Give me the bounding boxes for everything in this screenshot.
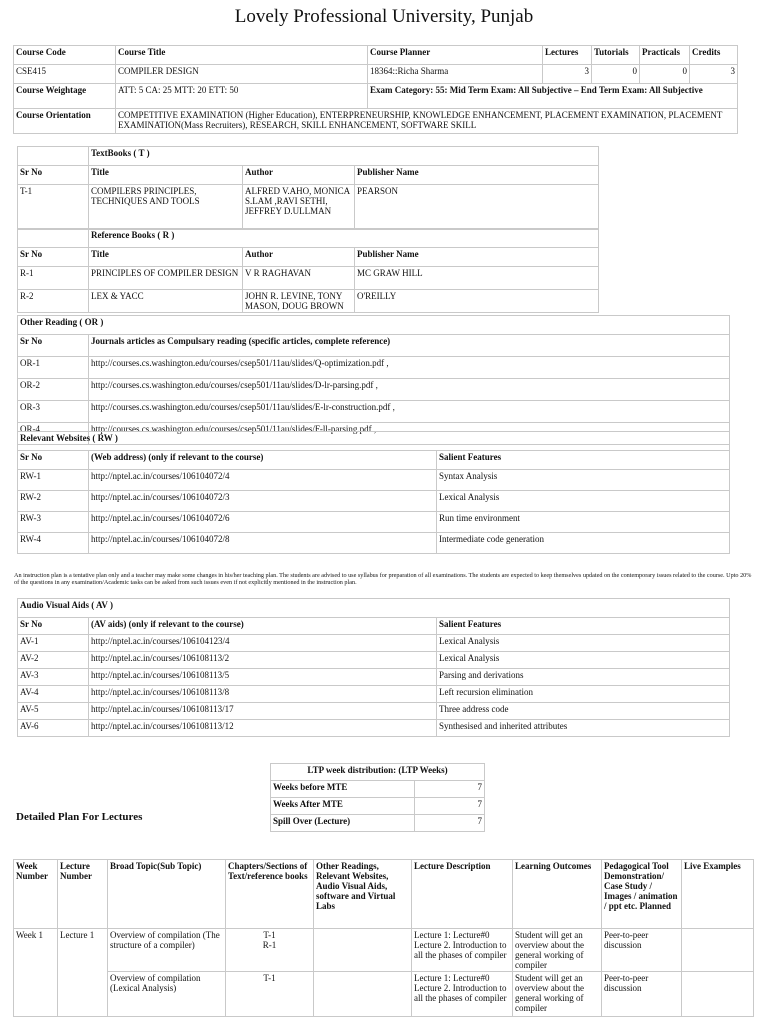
label-course-weightage: Course Weightage [14, 84, 116, 109]
broad-topic: Overview of compilation (The structure of a compiler) [108, 929, 226, 972]
table-row [18, 491, 730, 512]
table-row [18, 635, 730, 652]
website-link: http://nptel.ac.in/courses/106104072/3 [89, 491, 437, 512]
ltp-heading: LTP week distribution: (LTP Weeks) [271, 764, 485, 781]
col-learning-outcomes: Learning Outcomes [513, 860, 602, 929]
reading-link: http://courses.cs.washington.edu/courses/csep501/11au/slides/E-lr-construction.pdf , [89, 401, 730, 423]
cell-author: ALFRED V.AHO, MONICA S.LAM ,RAVI SETHI, JEFFREY D.ULLMAN [243, 185, 355, 230]
cell-feature: Lexical Analysis [437, 491, 730, 512]
table-row [271, 781, 485, 798]
cell-publisher: O'REILLY [355, 290, 599, 313]
cell-sr-no: OR-3 [18, 401, 89, 423]
label-course-code: Course Code [14, 46, 116, 65]
ltp-label: Weeks After MTE [271, 798, 415, 815]
textbooks-heading: TextBooks ( T ) [89, 147, 599, 166]
col-salient-features: Salient Features [437, 451, 730, 470]
table-row [271, 815, 485, 832]
label-tutorials: Tutorials [592, 46, 640, 65]
col-title: Title [89, 166, 243, 185]
cell-sr-no: OR-1 [18, 357, 89, 379]
cell-feature: Intermediate code generation [437, 533, 730, 554]
col-publisher: Publisher Name [355, 248, 599, 267]
practicals-count: 0 [640, 65, 690, 84]
col-author: Author [243, 248, 355, 267]
label-lectures: Lectures [543, 46, 592, 65]
table-row [18, 669, 730, 686]
col-av-aids: (AV aids) (only if relevant to the course) [89, 618, 437, 635]
av-link: http://nptel.ac.in/courses/106108113/12 [89, 720, 437, 737]
cell-author: JOHN R. LEVINE, TONY MASON, DOUG BROWN [243, 290, 355, 313]
cell-feature: Lexical Analysis [437, 635, 730, 652]
table-row [18, 512, 730, 533]
cell-sr-no: AV-3 [18, 669, 89, 686]
cell-sr-no: RW-4 [18, 533, 89, 554]
av-link: http://nptel.ac.in/courses/106108113/2 [89, 652, 437, 669]
cell-author: V R RAGHAVAN [243, 267, 355, 290]
chapter-ref: R-1 [262, 940, 277, 950]
label-course-title: Course Title [116, 46, 368, 65]
learning-outcomes: Student will get an overview about the general working of compiler [513, 972, 602, 1017]
cell-feature: Lexical Analysis [437, 652, 730, 669]
cell-feature: Parsing and derivations [437, 669, 730, 686]
learning-outcomes: Student will get an overview about the general working of compiler [513, 929, 602, 972]
lecture-description: Lecture 1: Lecture#0 Lecture 2. Introduction to all the phases of compiler [412, 972, 513, 1017]
reading-link: http://courses.cs.washington.edu/courses/csep501/11au/slides/F-ll-parsing.pdf , [89, 423, 730, 445]
cell-publisher: MC GRAW HILL [355, 267, 599, 290]
table-row [18, 470, 730, 491]
course-planner: 18364::Richa Sharma [368, 65, 543, 84]
ltp-label: Weeks before MTE [271, 781, 415, 798]
col-live-examples: Live Examples [682, 860, 754, 929]
reference-books-table [17, 228, 599, 313]
table-row [271, 798, 485, 815]
cell-publisher: PEARSON [355, 185, 599, 230]
pedagogical-tool: Peer-to-peer discussion [602, 929, 682, 972]
col-author: Author [243, 166, 355, 185]
textbooks-table [17, 146, 599, 230]
label-course-orientation: Course Orientation [14, 109, 116, 134]
col-other-readings: Other Readings, Relevant Websites, Audio Visual Aids, software and Virtual Labs [314, 860, 412, 929]
col-salient-features: Salient Features [437, 618, 730, 635]
cell-sr-no: OR-2 [18, 379, 89, 401]
av-link: http://nptel.ac.in/courses/106108113/5 [89, 669, 437, 686]
cell-sr-no: AV-1 [18, 635, 89, 652]
table-row [18, 686, 730, 703]
cell-sr-no: AV-2 [18, 652, 89, 669]
reference-books-heading: Reference Books ( R ) [89, 229, 599, 248]
col-broad-topic: Broad Topic(Sub Topic) [108, 860, 226, 929]
table-row [18, 401, 730, 423]
website-link: http://nptel.ac.in/courses/106104072/8 [89, 533, 437, 554]
cell-sr-no: R-1 [18, 267, 89, 290]
col-title: Title [89, 248, 243, 267]
label-course-planner: Course Planner [368, 46, 543, 65]
tutorials-count: 0 [592, 65, 640, 84]
cell-feature: Left recursion elimination [437, 686, 730, 703]
table-row [14, 929, 754, 972]
other-reading-heading: Other Reading ( OR ) [18, 316, 730, 335]
course-orientation: COMPETITIVE EXAMINATION (Higher Education), ENTERPRENEURSHIP, KNOWLEDGE ENHANCEMENT, PLACEMENT EXAMINATION, PLACEMENT EXAMINATION(Mass Recruiters), RESEARCH, SKILL ENHANCEMENT, SOFTWARE SKILL [116, 109, 738, 134]
table-row [18, 703, 730, 720]
cell-sr-no: RW-2 [18, 491, 89, 512]
course-weightage: ATT: 5 CA: 25 MTT: 20 ETT: 50 [116, 84, 368, 109]
lectures-count: 3 [543, 65, 592, 84]
broad-topic: Overview of compilation (Lexical Analysis) [108, 972, 226, 1017]
course-title: COMPILER DESIGN [116, 65, 368, 84]
lecture-number: Lecture 1 [58, 929, 108, 1017]
cell-sr-no: AV-4 [18, 686, 89, 703]
ltp-label: Spill Over (Lecture) [271, 815, 415, 832]
chapter-ref: T-1 [263, 930, 276, 940]
cell-sr-no: RW-3 [18, 512, 89, 533]
page-title: Lovely Professional University, Punjab [234, 6, 534, 27]
cell-title: LEX & YACC [89, 290, 243, 313]
col-web-address: (Web address) (only if relevant to the course) [89, 451, 437, 470]
cell-sr-no: OR-4 [18, 423, 89, 445]
cell-sr-no: T-1 [18, 185, 89, 230]
table-row [14, 972, 754, 1017]
course-header-table [13, 45, 738, 134]
detailed-plan-table [13, 859, 754, 1017]
cell-sr-no: RW-1 [18, 470, 89, 491]
col-sr-no: Sr No [18, 166, 89, 185]
table-row [18, 379, 730, 401]
cell-sr-no: AV-5 [18, 703, 89, 720]
detailed-plan-heading: Detailed Plan For Lectures [16, 811, 143, 823]
cell-title: PRINCIPLES OF COMPILER DESIGN [89, 267, 243, 290]
col-lecture-description: Lecture Description [412, 860, 513, 929]
av-link: http://nptel.ac.in/courses/106108113/8 [89, 686, 437, 703]
cell-title: COMPILERS PRINCIPLES, TECHNIQUES AND TOOLS [89, 185, 243, 230]
col-sr-no: Sr No [18, 618, 89, 635]
av-link: http://nptel.ac.in/courses/106108113/17 [89, 703, 437, 720]
col-sr-no: Sr No [18, 335, 89, 357]
ltp-value: 7 [415, 815, 485, 832]
col-pedagogical-tool: Pedagogical Tool Demonstration/ Case Study / Images / animation / ppt etc. Planned [602, 860, 682, 929]
label-practicals: Practicals [640, 46, 690, 65]
table-row [18, 267, 599, 290]
ltp-value: 7 [415, 798, 485, 815]
website-link: http://nptel.ac.in/courses/106104072/6 [89, 512, 437, 533]
pedagogical-tool: Peer-to-peer discussion [602, 972, 682, 1017]
audio-visual-heading: Audio Visual Aids ( AV ) [18, 599, 730, 618]
reading-link: http://courses.cs.washington.edu/courses/csep501/11au/slides/Q-optimization.pdf , [89, 357, 730, 379]
exam-category: Exam Category: 55: Mid Term Exam: All Subjective – End Term Exam: All Subjective [368, 84, 738, 109]
cell-feature: Run time environment [437, 512, 730, 533]
course-code: CSE415 [14, 65, 116, 84]
col-week-number: Week Number [14, 860, 58, 929]
chapter-ref: T-1 [263, 973, 276, 983]
col-sr-no: Sr No [18, 248, 89, 267]
col-sr-no: Sr No [18, 451, 89, 470]
av-link: http://nptel.ac.in/courses/106104123/4 [89, 635, 437, 652]
website-link: http://nptel.ac.in/courses/106104072/4 [89, 470, 437, 491]
reading-link: http://courses.cs.washington.edu/courses/csep501/11au/slides/D-lr-parsing.pdf , [89, 379, 730, 401]
col-chapters: Chapters/Sections of Text/reference books [226, 860, 314, 929]
cell-sr-no: R-2 [18, 290, 89, 313]
audio-visual-table [17, 598, 730, 737]
table-row [18, 533, 730, 554]
lecture-description: Lecture 1: Lecture#0 Lecture 2. Introduction to all the phases of compiler [412, 929, 513, 972]
week-number: Week 1 [14, 929, 58, 1017]
cell-feature: Syntax Analysis [437, 470, 730, 491]
ltp-value: 7 [415, 781, 485, 798]
websites-table [17, 431, 730, 554]
websites-heading: Relevant Websites ( RW ) [18, 432, 730, 451]
ltp-table [270, 763, 485, 832]
instruction-plan-note: An instruction plan is a tentative plan only and a teacher may make some changes in his/her teaching plan. The students are advised to use syllabus for preparation of all examinations. The students are expected to keep themselves updated on the contemporary issues related to the course. Upto 20% of the questions in any examination/Academic tasks can be asked from such issues even if not explicitly mentioned in the instruction plan. [14, 572, 752, 586]
table-row [18, 652, 730, 669]
credits-count: 3 [690, 65, 738, 84]
table-row [18, 290, 599, 313]
cell-sr-no: AV-6 [18, 720, 89, 737]
col-journals: Journals articles as Compulsary reading (specific articles, complete reference) [89, 335, 730, 357]
table-row [18, 720, 730, 737]
table-row [18, 357, 730, 379]
col-lecture-number: Lecture Number [58, 860, 108, 929]
table-row [18, 185, 599, 230]
other-reading-table [17, 315, 730, 445]
cell-feature: Synthesised and inherited attributes [437, 720, 730, 737]
cell-feature: Three address code [437, 703, 730, 720]
label-credits: Credits [690, 46, 738, 65]
col-publisher: Publisher Name [355, 166, 599, 185]
